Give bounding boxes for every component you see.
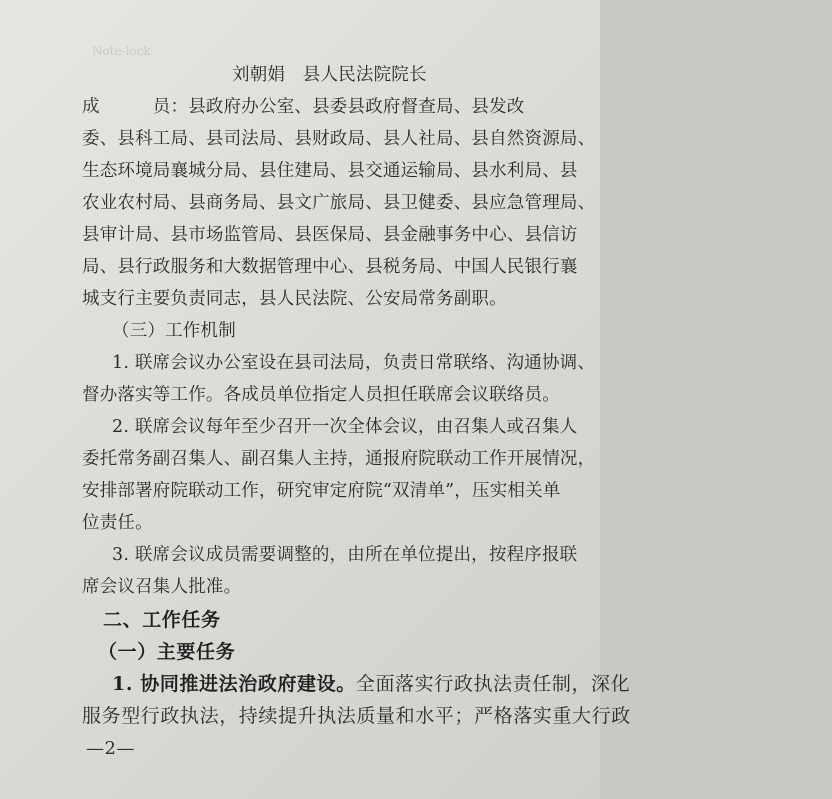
members-line-1: 成 员：县政府办公室、县委县政府督查局、县发改 bbox=[82, 97, 525, 117]
mechanism-para-2-line-3: 安排部署府院联动工作，研究审定府院“双清单”，压实相关单 bbox=[82, 481, 561, 501]
page-number: —2— bbox=[86, 738, 135, 759]
members-line-2: 委、县科工局、县司法局、县财政局、县人社局、县自然资源局、 bbox=[82, 129, 596, 149]
mechanism-para-1-line-1: 1. 联席会议办公室设在县司法局，负责日常联络、沟通协调、 bbox=[112, 353, 596, 373]
subsection-heading-main-tasks: （一）主要任务 bbox=[98, 641, 236, 663]
members-line-5: 县审计局、县市场监管局、县医保局、县金融事务中心、县信访 bbox=[82, 225, 578, 245]
task-1-heading: 1. 协同推进法治政府建设。 bbox=[112, 673, 356, 695]
task-1-line-1 bbox=[112, 675, 712, 694]
mechanism-para-2-line-1: 2. 联席会议每年至少召开一次全体会议，由召集人或召集人 bbox=[112, 417, 578, 437]
mechanism-para-2-line-4: 位责任。 bbox=[82, 513, 153, 533]
members-line-4: 农业农村局、县商务局、县文广旅局、县卫健委、县应急管理局、 bbox=[82, 193, 596, 213]
members-line-7: 城支行主要负责同志，县人民法院、公安局常务副职。 bbox=[82, 289, 507, 309]
leader-line: 刘朝娟 县人民法院院长 bbox=[232, 65, 427, 85]
section-heading-tasks: 二、工作任务 bbox=[103, 609, 221, 631]
members-line-6: 局、县行政服务和大数据管理中心、县税务局、中国人民银行襄 bbox=[82, 257, 578, 277]
task-1-line-2: 服务型行政执法，持续提升执法质量和水平；严格落实重大行政 bbox=[82, 705, 631, 727]
faint-watermark-text: Note-lock bbox=[92, 44, 151, 58]
members-line-3: 生态环境局襄城分局、县住建局、县交通运输局、县水利局、县 bbox=[82, 161, 578, 181]
mechanism-para-1-line-2: 督办落实等工作。各成员单位指定人员担任联席会议联络员。 bbox=[82, 385, 560, 405]
section-heading-mechanism: （三）工作机制 bbox=[112, 321, 236, 341]
task-1-text: 全面落实行政执法责任制，深化 bbox=[355, 673, 631, 695]
mechanism-para-3-line-2: 席会议召集人批准。 bbox=[82, 577, 242, 597]
mechanism-para-3-line-1: 3. 联席会议成员需要调整的，由所在单位提出，按程序报联 bbox=[112, 545, 578, 565]
mechanism-para-2-line-2: 委托常务副召集人、副召集人主持，通报府院联动工作开展情况， bbox=[82, 449, 596, 469]
